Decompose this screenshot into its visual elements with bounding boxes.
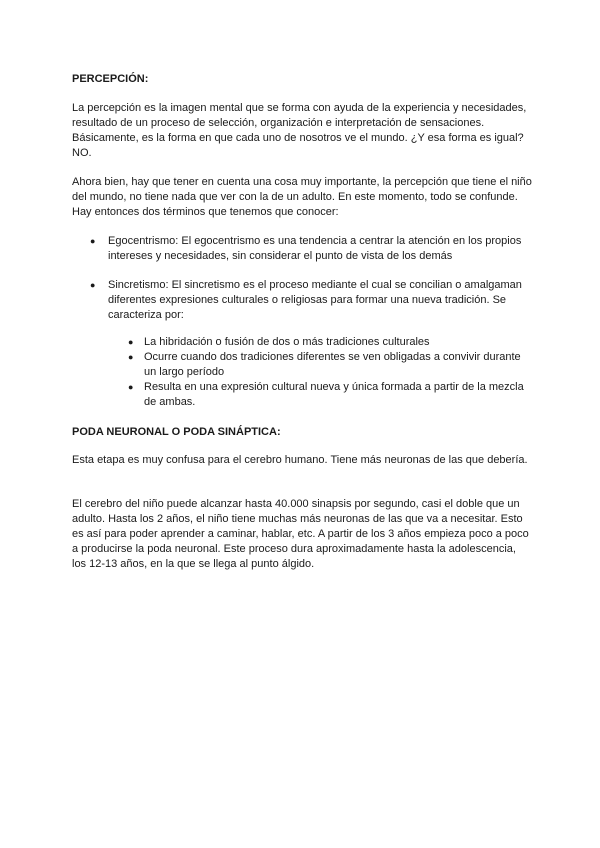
- heading-percepcion: PERCEPCIÓN:: [72, 73, 149, 85]
- list-item-egocentrismo: [90, 234, 530, 264]
- sub-list-item: [128, 350, 528, 380]
- bullet-dot-icon: ●: [128, 382, 134, 392]
- paragraph-poda-detail: El cerebro del niño puede alcanzar hasta 40.000 sinapsis por segundo, casi el doble que un adulto. Hasta los 2 años, el niño tiene muchas más neuronas de las que va a necesitar. Esto es así para poder aprender a caminar, hablar, etc. A partir de los 3 años empieza poco a poco a producirse la poda neuronal. Este proceso dura aproximadamente hasta la adolescencia, los 12-13 años, en la que se llega al punto álgido.: [72, 498, 529, 570]
- sub-list-item-text: Ocurre cuando dos tradiciones diferentes se ven obligadas a convivir durante un largo período: [144, 351, 521, 378]
- bullet-dot-icon: ●: [128, 337, 134, 347]
- list-item-text: Sincretismo: El sincretismo es el proceso mediante el cual se concilian o amalgaman diferentes expresiones culturales o religiosas para formar una nueva tradición. Se caracteriza por:: [108, 279, 522, 321]
- paragraph-poda-intro: Esta etapa es muy confusa para el cerebro humano. Tiene más neuronas de las que debería.: [72, 454, 528, 466]
- sub-bullet-list: [128, 335, 528, 410]
- sub-list-item-text: Resulta en una expresión cultural nueva y única formada a partir de la mezcla de ambas.: [144, 381, 524, 408]
- list-item-text: Egocentrismo: El egocentrismo es una tendencia a centrar la atención en los propios intereses y necesidades, sin considerar el punto de vista de los demás: [108, 235, 522, 262]
- sub-list-item: [128, 380, 528, 410]
- heading-poda-neuronal: PODA NEURONAL O PODA SINÁPTICA:: [72, 426, 281, 438]
- bullet-dot-icon: ●: [128, 352, 134, 362]
- sub-list-item: [128, 335, 528, 350]
- sub-list-item-text: La hibridación o fusión de dos o más tradiciones culturales: [144, 336, 430, 348]
- list-item-sincretismo: [90, 278, 530, 323]
- paragraph-percepcion-child: Ahora bien, hay que tener en cuenta una cosa muy importante, la percepción que tiene el niño del mundo, no tiene nada que ver con la de un adulto. En este momento, todo se confunde. Hay entonces dos términos que tenemos que conocer:: [72, 176, 532, 218]
- bullet-dot-icon: ●: [90, 280, 96, 290]
- bullet-dot-icon: ●: [90, 236, 96, 246]
- paragraph-percepcion-definition: La percepción es la imagen mental que se forma con ayuda de la experiencia y necesidades, resultado de un proceso de selección, organización e interpretación de sensaciones. Básicamente, es la forma en que cada uno de nosotros ve el mundo. ¿Y esa forma es igual? NO.: [72, 102, 527, 159]
